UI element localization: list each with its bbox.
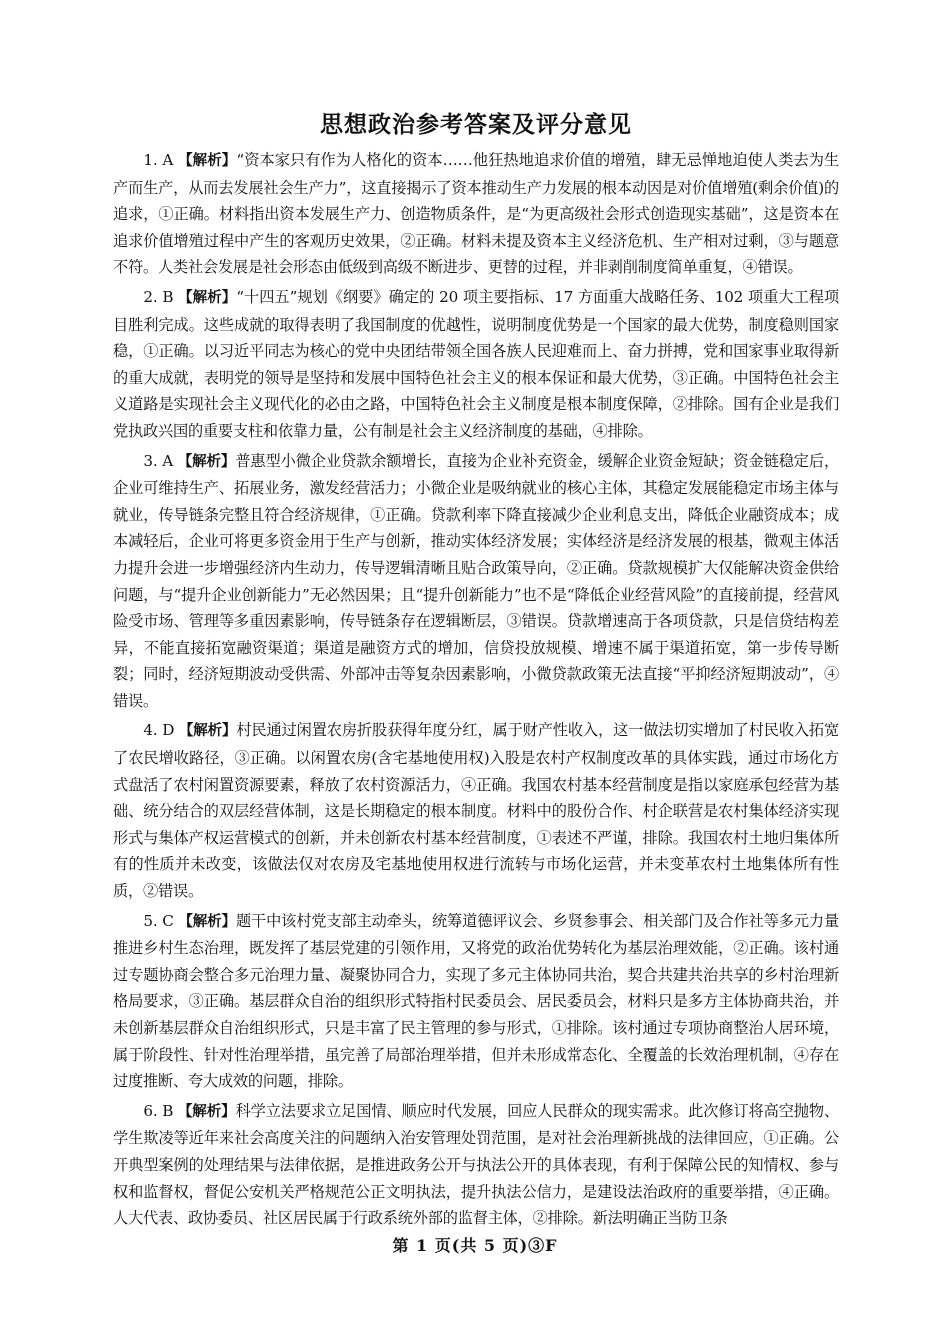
question-number: 5. C [143,911,174,930]
page-title: 思想政治参考答案及评分意见 [320,112,632,138]
analysis-tag: 【解析】 [178,153,237,169]
question-number: 4. D [143,721,175,740]
answer-item-5 [113,908,839,1095]
analysis-tag: 【解析】 [178,289,237,306]
answer-text: 科学立法要求立足国情、顺应时代发展，回应人民群众的现实需求。此次修订将高空抛物、学生欺凌等近年来社会高度关注的问题纳入治安管理处罚范围，是对社会治理新挑战的法律回应，①正确。公开典型案例的处理结果与法律依据，是推进政务公开与执法公开的具体表现，有利于保障公民的知情权、参与权和监督权，督促公安机关严格规范公正文明执法，提升执法公信力，是建设法治政府的重要举措，④正确。人大代表、政协委员、社区居民属于行政系统外部的监督主体，②排除。新法明确正当防卫条 [113,1101,839,1228]
question-number: 2. B [143,287,174,306]
analysis-tag: 【解析】 [177,1103,236,1120]
question-number: 1. A [143,151,174,169]
answer-item-4 [113,717,839,904]
answer-text: 村民通过闲置农房折股获得年度分红，属于财产性收入，这一做法切实增加了村民收入拓宽了农民增收路径，③正确。以闲置农房(含宅基地使用权)入股是农村产权制度改革的具体实践，通过市场化方式盘活了农村闲置资源要素，释放了农村资源活力，④正确。我国农村基本经营制度是指以家庭承包经营为基础、统分结合的双层经营体制，这是长期稳定的根本制度。材料中的股份合作、村企联营是农村集体经济实现形式与集体产权运营模式的创新，并未创新农村基本经营制度，①表述不严谨，排除。我国农村土地归集体所有的性质并未改变，该做法仅对农房及宅基地使用权进行流转与市场化运营，并未变革农村土地集体所有性质，②错误。 [113,721,839,901]
analysis-tag: 【解析】 [178,723,237,740]
answer-text: 普惠型小微企业贷款余额增长，直接为企业补充资金，缓解企业资金短缺；资金链稳定后，企业可维持生产、拓展业务，激发经营活力；小微企业是吸纳就业的核心主体，其稳定发展能稳定市场主体与就业，传导链条完整且符合经济规律，①正确。贷款利率下降直接减少企业利息支出，降低企业融资成本；成本减轻后，企业可将更多资金用于生产与创新，推动实体经济发展；实体经济是经济发展的根基，微观主体活力提升会进一步增强经济内生动力，传导逻辑清晰且贴合政策导向，②正确。贷款规模扩大仅能解决资金供给问题，与“提升企业创新能力”无必然因果；且“提升创新能力”也不是“降低企业经营风险”的直接前提，经营风险受市场、管理等多重因素影响，传导链条存在逻辑断层，③错误。贷款增速高于各项贷款，只是信贷结构差异，不能直接拓宽融资渠道；渠道是融资方式的增加，信贷投放规模、增速不属于渠道拓宽，第一步传导断裂；同时，经济短期波动受供需、外部冲击等复杂因素影响，小微贷款政策无法直接“平抑经济短期波动”，④错误。 [113,451,839,710]
question-number: 6. B [143,1101,174,1120]
analysis-tag: 【解析】 [177,453,236,470]
answer-text: “十四五”规划《纲要》确定的 20 项主要指标、17 方面重大战略任务、102 项重大工程项目胜利完成。这些成就的取得表明了我国制度的优越性，说明制度优势是一个国家的最大优势，制度稳则国家稳，①正确。以习近平同志为核心的党中央团结带领全国各族人民迎难而上、奋力拼搏，党和国家事业取得新的重大成就，表明党的领导是坚持和发展中国特色社会主义的根本保证和最大优势，③正确。中国特色社会主义道路是实现社会主义现代化的必由之路，中国特色社会主义制度是根本制度保障，②排除。国有企业是我们党执政兴国的重要支柱和依靠力量，公有制是社会主义经济制度的基础，④排除。 [113,287,839,440]
question-number: 3. A [143,451,173,470]
answer-page [113,108,839,1235]
answer-item-3 [113,448,839,715]
page-footer: 第 1 页(共 5 页)③F [392,1236,558,1255]
answer-item-1 [113,147,839,281]
answer-text: “资本家只有作为人格化的资本……他狂热地追求价值的增殖，肆无忌惮地迫使人类去为生产而生产，从而去发展社会生产力”，这直接揭示了资本推动生产力发展的根本动因是对价值增殖(剩余价值)的追求，①正确。材料指出资本发展生产力、创造物质条件，是“为更高级社会形式创造现实基础”，这是资本在追求价值增殖过程中产生的客观历史效果，②正确。材料未提及资本主义经济危机、生产相对过剩，③与题意不符。人类社会发展是社会形态由低级到高级不断进步、更替的过程，并非剥削制度简单重复，④错误。 [113,151,839,277]
answer-item-2 [113,284,839,445]
answer-text: 题干中该村党支部主动牵头，统筹道德评议会、乡贤参事会、相关部门及合作社等多元力量推进乡村生态治理，既发挥了基层党建的引领作用，又将党的政治优势转化为基层治理效能，②正确。该村通过专题协商会整合多元治理力量、凝聚协同合力，实现了多元主体协同共治，契合共建共治共享的乡村治理新格局要求，③正确。基层群众自治的组织形式特指村民委员会、居民委员会，材料只是多方主体协商共治，并未创新基层群众自治组织形式，只是丰富了民主管理的参与形式，①排除。该村通过专项协商整治人居环境，属于阶段性、针对性治理举措，虽完善了局部治理举措，但并未形成常态化、全覆盖的长效治理机制，④存在过度推断、夸大成效的问题，排除。 [113,911,839,1091]
analysis-tag: 【解析】 [178,913,236,930]
answer-item-6 [113,1098,839,1232]
